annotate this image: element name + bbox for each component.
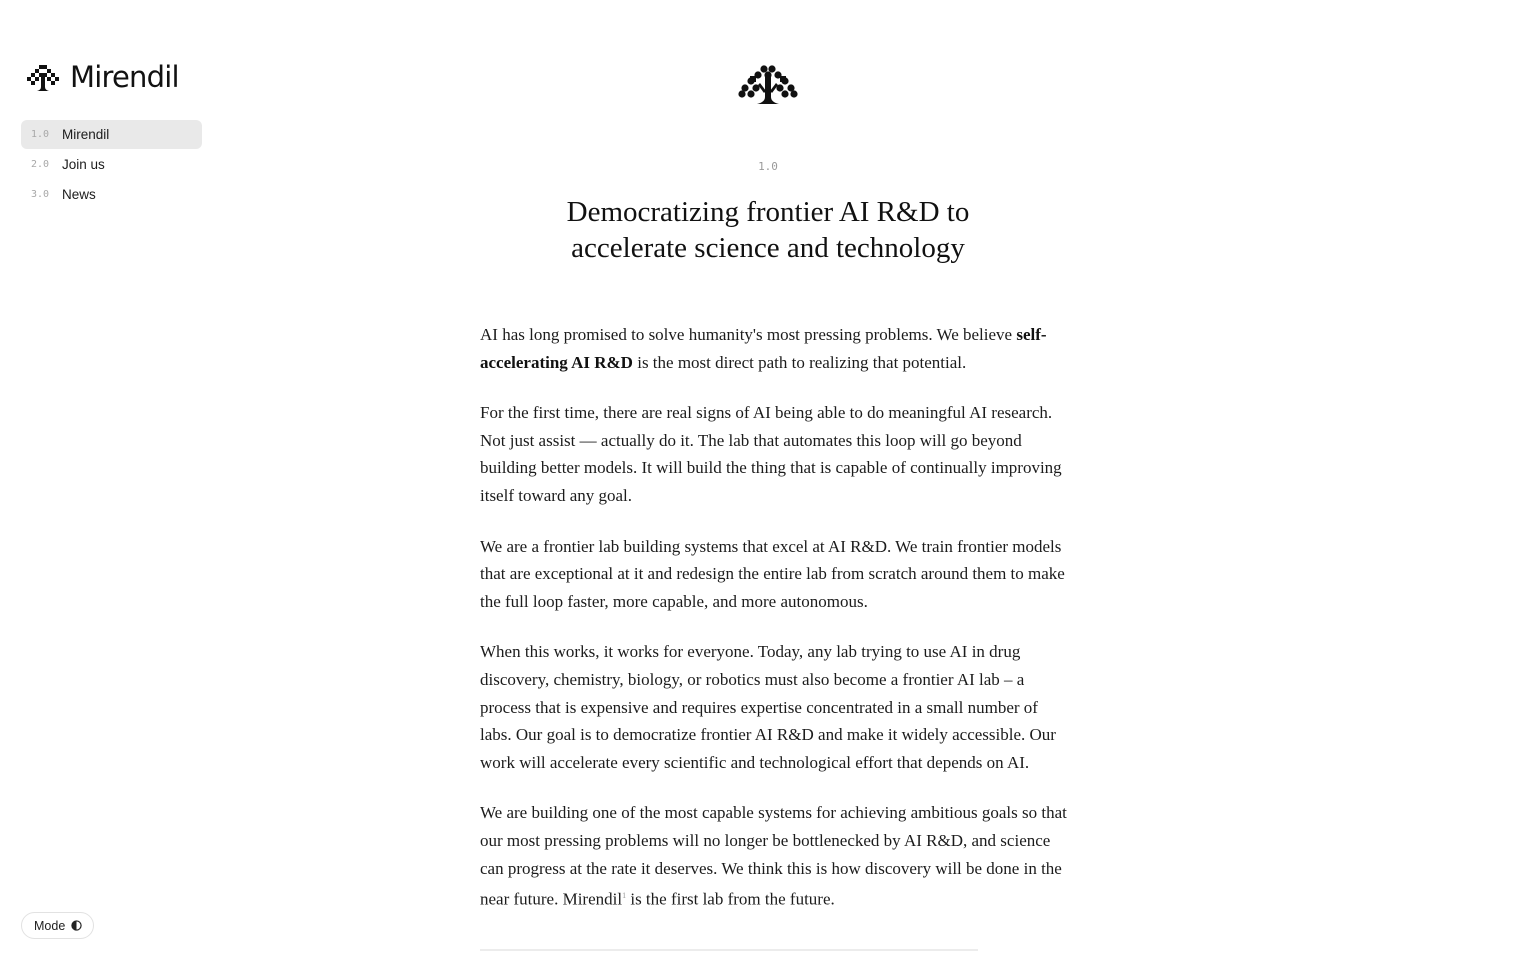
article-body xyxy=(480,321,1070,936)
paragraph-text: is the most direct path to realizing that potential. xyxy=(632,352,967,372)
tree-icon xyxy=(24,61,62,93)
footnote-link[interactable]: 1 xyxy=(622,891,627,901)
sidebar-item-news[interactable] xyxy=(21,180,202,209)
nav-item-label: Join us xyxy=(62,157,105,172)
paragraph-text: is the first lab from the future. xyxy=(626,889,835,909)
brand-logo-link[interactable] xyxy=(24,60,179,94)
paragraph: For the first time, there are real signs of AI being able to do meaningful AI research. Not just assist — actually do it. The lab that automates this loop will go beyond building better models. It will build the thing that is capable of continually improving itself toward any goal. xyxy=(480,403,1062,505)
section-number: 1.0 xyxy=(758,160,778,173)
tree-icon xyxy=(737,64,799,107)
paragraph: When this works, it works for everyone. Today, any lab trying to use AI in drug discovery, chemistry, biology, or robotics must also become a frontier AI lab – a process that is expensive and requires expertise concentrated in a small number of labs. Our goal is to democratize frontier AI R&D and make it widely accessible. Our work will accelerate every scientific and technological effort that depends on AI. xyxy=(480,642,1056,772)
sidebar-item-mirendil[interactable] xyxy=(21,120,202,149)
nav-item-number: 1.0 xyxy=(31,129,50,140)
emphasis-text: self-accelerating AI R&D xyxy=(480,325,1047,372)
nav-item-label: Mirendil xyxy=(62,127,110,142)
paragraph: We are a frontier lab building systems that excel at AI R&D. We train frontier models that are exceptional at it and redesign the entire lab from scratch around them to make the full loop faster, more capable, and more autonomous. xyxy=(480,536,1065,611)
page-title-line: Democratizing frontier AI R&D to xyxy=(566,196,970,228)
nav-item-label: News xyxy=(62,187,96,202)
page-title-line: accelerate science and technology xyxy=(571,232,965,264)
nav-item-number: 3.0 xyxy=(31,189,50,200)
page-title xyxy=(468,194,1068,266)
nav-item-number: 2.0 xyxy=(31,159,50,170)
paragraph-text: We are building one of the most capable systems for achieving ambitious goals so that our most pressing problems will no longer be bottlenecked by AI R&D, and science can progress at the rate it deserves. We think this is how discovery will be done in the near future. Mirendil xyxy=(480,803,1067,909)
half-circle-contrast-icon xyxy=(71,920,82,931)
paragraph xyxy=(480,321,1070,376)
brand-name: Mirendil xyxy=(70,60,179,94)
paragraph xyxy=(480,799,1070,913)
mode-toggle-button[interactable] xyxy=(21,912,94,939)
paragraph-text: AI has long promised to solve humanity's most pressing problems. We believe xyxy=(480,325,1017,344)
mode-label: Mode xyxy=(34,918,66,933)
divider xyxy=(480,949,978,951)
